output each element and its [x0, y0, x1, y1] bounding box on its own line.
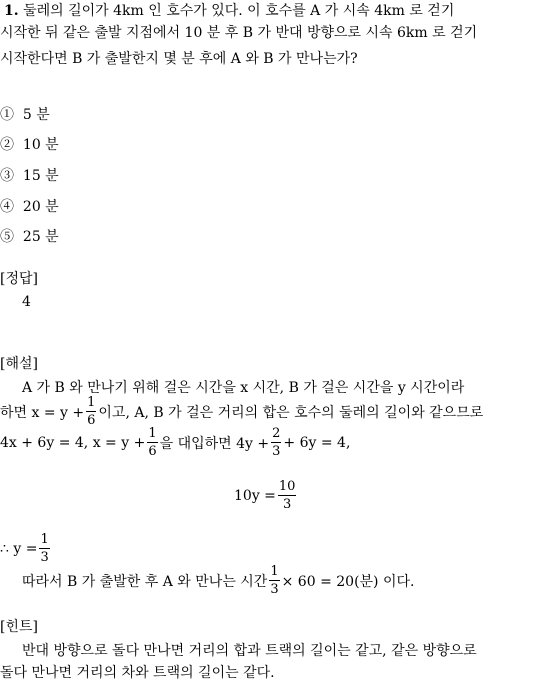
problem-line-2: 시작한 뒤 같은 출발 지점에서 10 분 후 B 가 반대 방향으로 시속 6km 로 걷기 [0, 25, 478, 41]
hint-line-1: 반대 방향으로 돌다 만나면 거리의 합과 트랙의 길이는 같고, 같은 방향으로 [22, 643, 477, 659]
problem-number: 1. [4, 3, 19, 19]
fraction-1-3-b: $\frac{1}{3}$ [270, 564, 279, 597]
solution-conclusion: 따라서 B 가 출발한 후 A 와 만나는 시간 $\frac{1}{3}$ × 60 = 20(분) 이다. [22, 564, 415, 597]
choice-1[interactable]: ① 5 분 [0, 107, 50, 123]
fraction-1-6: $\frac{1}{6}$ [87, 395, 96, 428]
choice-4[interactable]: ④ 20 분 [0, 199, 59, 215]
choice-3[interactable]: ③ 15 분 [0, 168, 59, 184]
solution-therefore: ∴ y = $\frac{1}{3}$ [0, 532, 49, 565]
fraction-1-6-b: $\frac{1}{6}$ [148, 426, 157, 459]
fraction-10-3: $\frac{10}{3}$ [278, 479, 296, 512]
problem-line-1 [4, 0, 454, 20]
problem-text-1: 둘레의 길이가 4km 인 호수가 있다. 이 호수를 A 가 시속 4km 로 걷기 [23, 3, 455, 19]
fraction-2-3: $\frac{2}{3}$ [272, 426, 281, 459]
hint-line-2: 돌다 만나면 거리의 차와 트랙의 길이는 같다. [0, 665, 275, 681]
choice-5[interactable]: ⑤ 25 분 [0, 229, 59, 245]
solution-equation: 10y = $\frac{10}{3}$ [234, 479, 296, 512]
hint-label: [힌트] [0, 619, 38, 635]
choice-2[interactable]: ② 10 분 [0, 137, 59, 153]
answer-label: [정답] [0, 271, 38, 287]
problem-line-3: 시작한다면 B 가 출발한지 몇 분 후에 A 와 B 가 만나는가? [0, 51, 358, 67]
fraction-1-3: $\frac{1}{3}$ [40, 532, 49, 565]
solution-line-3: 4x + 6y = 4, x = y + $\frac{1}{6}$ 을 대입하면 4y + $\frac{2}{3}$ + 6y = 4, [0, 426, 351, 459]
solution-line-2: 하면 x = y + $\frac{1}{6}$ 이고, A, B 가 걸은 거리의 합은 호수의 둘레의 길이와 같으므로 [0, 395, 484, 428]
solution-line-1: A 가 B 와 만나기 위해 걸은 시간을 x 시간, B 가 걸은 시간을 y 시간이라 [22, 380, 465, 396]
answer-value: 4 [22, 294, 31, 310]
solution-label: [해설] [0, 356, 38, 372]
